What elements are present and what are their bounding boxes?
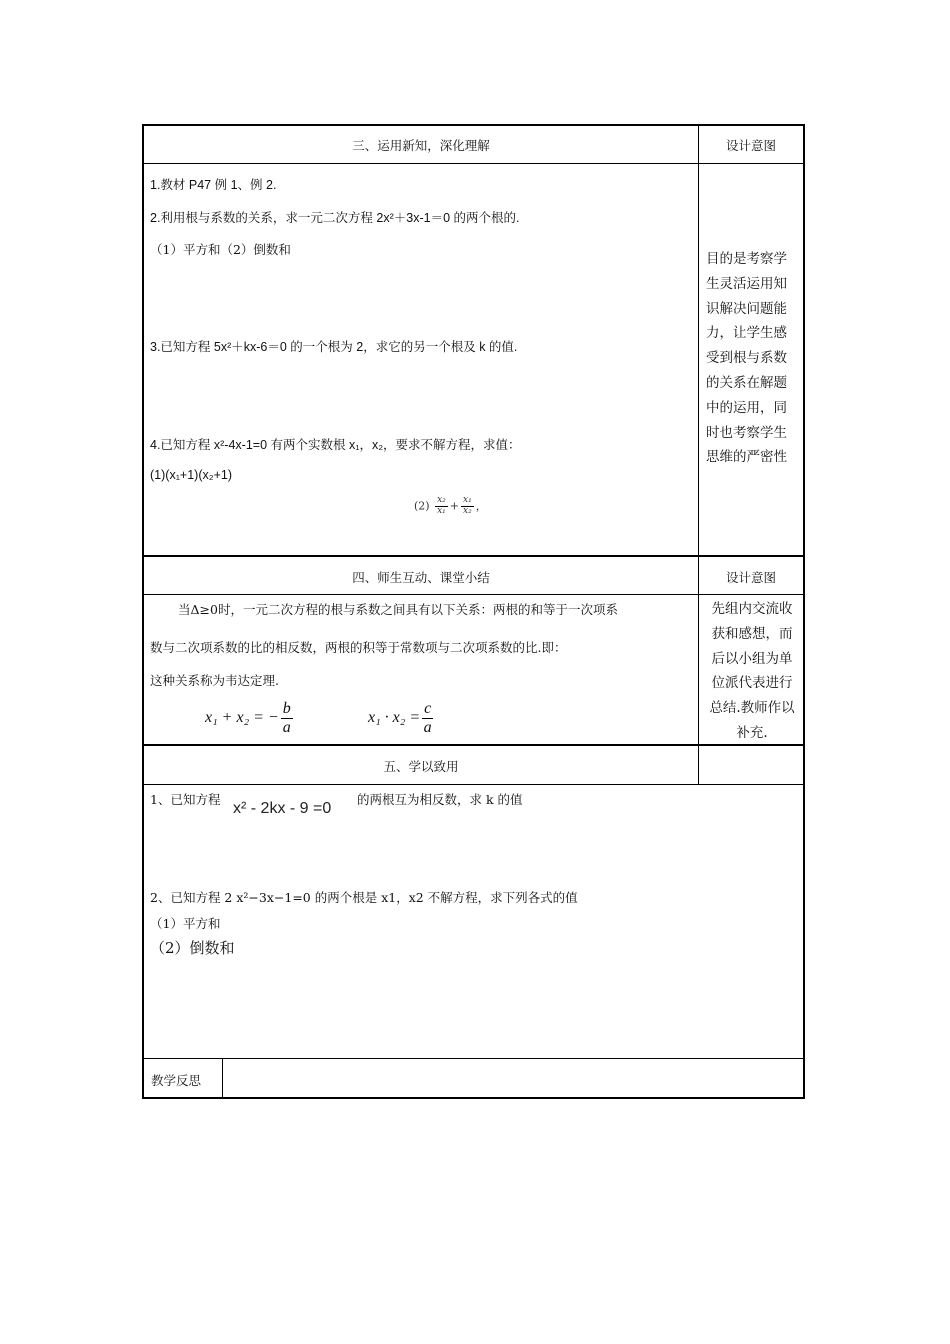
q2-sub1: （1）平方和 (150, 916, 221, 931)
formula2-denominator: a (423, 718, 432, 736)
summary-para2: 数与二次项系数的比的相反数，两根的积等于常数项与二次项系数的比.即： (150, 640, 567, 655)
section3-side-text: 目的是考察学生灵活运用知识解决问题能力，让学生感受到根与系数的关系在解题中的运用，同时也考察学生思维的严密性 (706, 251, 787, 466)
item3: 3.已知方程 5x²＋kx-6＝0 的一个根为 2，求它的另一个根及 k 的值. (150, 340, 518, 354)
vieta-product-formula (368, 700, 435, 736)
q1-suffix: 的两根互为相反数，求 k 的值 (357, 792, 523, 807)
table-border (142, 124, 805, 126)
item4: 4.已知方程 x²-4x-1=0 有两个实数根 x₁，x₂，要求不解方程，求值： (150, 438, 521, 452)
row-divider (142, 594, 805, 595)
row-divider (142, 784, 805, 785)
table-border (142, 1097, 805, 1099)
item4-sub1: (1)(x₁+1)(x₂+1) (150, 468, 233, 482)
section5-title: 五、学以致用 (383, 759, 459, 774)
row-divider (142, 1058, 805, 1059)
column-divider (698, 124, 699, 784)
section4-title: 四、师生互动、课堂小结 (352, 570, 490, 585)
fraction-c-over-a (422, 700, 433, 736)
row-divider (142, 163, 805, 164)
item2: 2.利用根与系数的关系，求一元二次方程 2x²＋3x-1＝0 的两个根的. (150, 211, 520, 225)
item2-sub: （1）平方和（2）倒数和 (150, 242, 291, 257)
fraction-x2-over-x1: $\frac{\text{x₂}}{\text{x₁}}$ (437, 495, 446, 516)
summary-para3: 这种关系称为韦达定理. (150, 673, 279, 688)
q2-sub2: （2）倒数和 (150, 939, 235, 957)
formula2-lhs: x₁ · x₂ = (368, 708, 421, 726)
section3-side-header: 设计意图 (725, 138, 776, 153)
item1: 1.教材 P47 例 1、例 2. (150, 178, 277, 192)
section4-side-header: 设计意图 (725, 570, 776, 585)
q2: 2、已知方程 2 x²−3x−1=0 的两个根是 x1，x2 不解方程，求下列各式的值 (150, 890, 578, 905)
row-divider (142, 555, 805, 557)
reflection-label: 教学反思 (151, 1073, 202, 1088)
column-divider (222, 1058, 223, 1098)
fraction-x1-over-x2: $\frac{\text{x₁}}{\text{x₂}}$ (463, 495, 472, 516)
table-border (142, 124, 144, 1099)
table-border (803, 124, 805, 1099)
section3-title: 三、运用新知，深化理解 (352, 138, 490, 153)
formula1-lhs: x₁ + x₂ = − (205, 708, 279, 726)
fraction-b-over-a (281, 700, 293, 736)
vieta-sum-formula (205, 700, 295, 736)
reflection-input-area[interactable] (224, 1060, 802, 1096)
formula1-numerator: b (282, 700, 291, 717)
formula2-numerator: c (424, 700, 432, 717)
q1-equation: x² - 2kx - 9 =0 (233, 800, 332, 817)
q1-prefix: 1、已知方程 (150, 792, 221, 807)
section4-side-text: 先组内交流收获和感想，而后以小组为单位派代表进行总结.教师作以补充. (709, 601, 795, 741)
item4-sub2-suffix: ， (475, 499, 487, 513)
formula1-denominator: a (282, 718, 291, 736)
summary-para1: 当Δ≥0时，一元二次方程的根与系数之间具有以下关系：两根的和等于一次项系 (178, 602, 618, 617)
item4-sub2: (2) $\frac{\text{x₂}}{\text{x₁}}$ + $\frac{\text{x₁}}{\text{x₂}}$ ， (414, 495, 487, 516)
item4-sub2-prefix: (2) (414, 499, 430, 513)
